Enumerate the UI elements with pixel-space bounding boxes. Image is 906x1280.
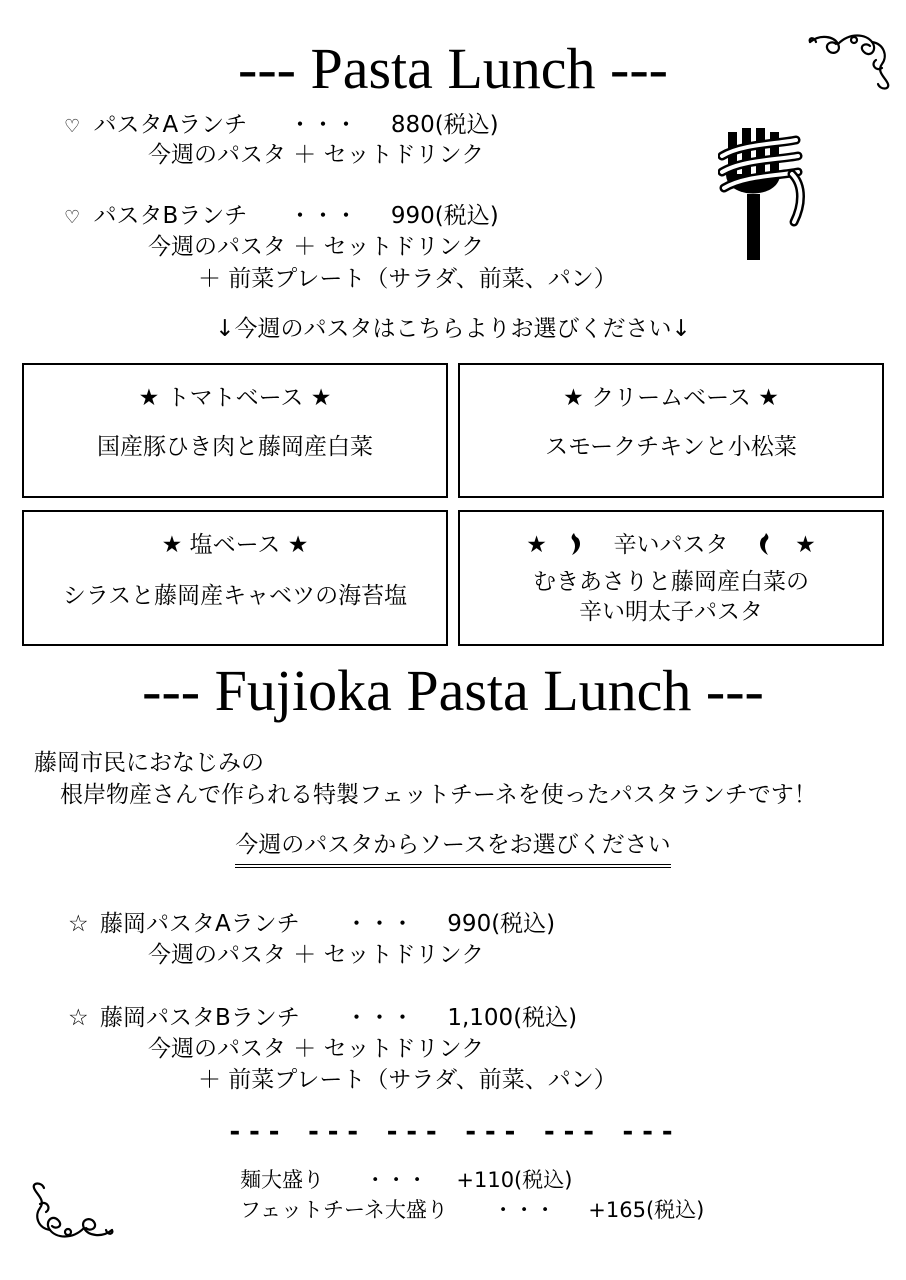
star-icon: ★ <box>526 532 547 558</box>
menu-item-price: 990(税込) <box>447 911 556 937</box>
menu-item-pasta-b <box>64 203 499 231</box>
menu-item-desc: 今週のパスタ ＋ セットドリンク <box>148 942 485 968</box>
menu-item-name: パスタAランチ <box>93 112 248 138</box>
box-body <box>460 568 882 628</box>
menu-item-desc: 今週のパスタ ＋ セットドリンク <box>148 1036 485 1062</box>
chili-pepper-icon <box>756 531 774 557</box>
page-title: --- Pasta Lunch --- <box>238 36 668 101</box>
leader-dots: ・・・ <box>492 1198 556 1222</box>
star-icon: ★ <box>795 532 816 558</box>
menu-item-desc: 今週のパスタ ＋ セットドリンク <box>148 234 485 260</box>
choose-note: ↓今週のパスタはこちらよりお選びください↓ <box>215 316 691 342</box>
menu-item-price: 1,100(税込) <box>447 1005 578 1031</box>
extra-item <box>240 1168 572 1193</box>
extra-price: +165(税込) <box>588 1198 705 1222</box>
extra-name: フェットチーネ大盛り <box>240 1198 448 1222</box>
menu-item-name: パスタBランチ <box>93 203 248 229</box>
leader-dots: ・・・ <box>345 1005 415 1031</box>
menu-item-name: 藤岡パスタAランチ <box>99 911 300 937</box>
ornament-flourish-icon <box>30 1180 116 1242</box>
extra-price: +110(税込) <box>456 1168 573 1192</box>
box-body: 国産豚ひき肉と藤岡産白菜 <box>97 434 373 460</box>
menu-item-name: 藤岡パスタBランチ <box>99 1005 300 1031</box>
star-outline-icon: ☆ <box>68 1005 89 1031</box>
box-heading: ★ クリームベース ★ <box>563 385 779 411</box>
heart-icon: ♡ <box>64 207 81 228</box>
menu-item-desc: 今週のパスタ ＋ セットドリンク <box>148 142 485 168</box>
pasta-box-spicy <box>458 510 884 646</box>
box-heading <box>460 526 882 559</box>
menu-item-fujioka-b <box>68 1005 577 1033</box>
divider: --- --- --- --- --- --- <box>226 1117 680 1147</box>
box-heading: ★ トマトベース ★ <box>138 385 332 411</box>
leader-dots: ・・・ <box>288 203 358 229</box>
extra-item <box>240 1198 704 1223</box>
box-body: シラスと藤岡産キャベツの海苔塩 <box>62 583 408 609</box>
menu-item-pasta-a <box>64 112 499 140</box>
menu-item-price: 880(税込) <box>390 112 499 138</box>
menu-item-desc-2: ＋ 前菜プレート（サラダ、前菜、パン） <box>198 1067 617 1093</box>
chili-pepper-icon <box>566 531 584 557</box>
fork-pasta-icon <box>718 126 808 262</box>
box-heading-text: 辛いパスタ <box>613 532 729 558</box>
pasta-box-cream <box>458 363 884 498</box>
extra-name: 麺大盛り <box>240 1168 324 1192</box>
leader-dots: ・・・ <box>288 112 358 138</box>
intro-line: 根岸物産さんで作られる特製フェットチーネを使ったパスタランチです！ <box>60 782 817 808</box>
leader-dots: ・・・ <box>364 1168 428 1192</box>
heart-icon: ♡ <box>64 116 81 137</box>
leader-dots: ・・・ <box>344 911 414 937</box>
menu-item-desc-2: ＋ 前菜プレート（サラダ、前菜、パン） <box>198 266 617 292</box>
pasta-box-salt <box>22 510 448 646</box>
box-body: スモークチキンと小松菜 <box>545 434 797 460</box>
star-outline-icon: ☆ <box>68 911 89 937</box>
intro-line: 藤岡市民におなじみの <box>34 750 264 776</box>
box-body-line: 辛い明太子パスタ <box>579 598 763 625</box>
box-body-line: むきあさりと藤岡産白菜の <box>533 569 809 595</box>
menu-item-fujioka-a <box>68 911 555 939</box>
select-note-wrap <box>0 832 906 860</box>
box-heading: ★ 塩ベース ★ <box>161 532 309 558</box>
section-title: --- Fujioka Pasta Lunch --- <box>142 658 764 723</box>
menu-item-price: 990(税込) <box>390 203 499 229</box>
select-note: 今週のパスタからソースをお選びください <box>235 832 670 868</box>
pasta-box-tomato <box>22 363 448 498</box>
